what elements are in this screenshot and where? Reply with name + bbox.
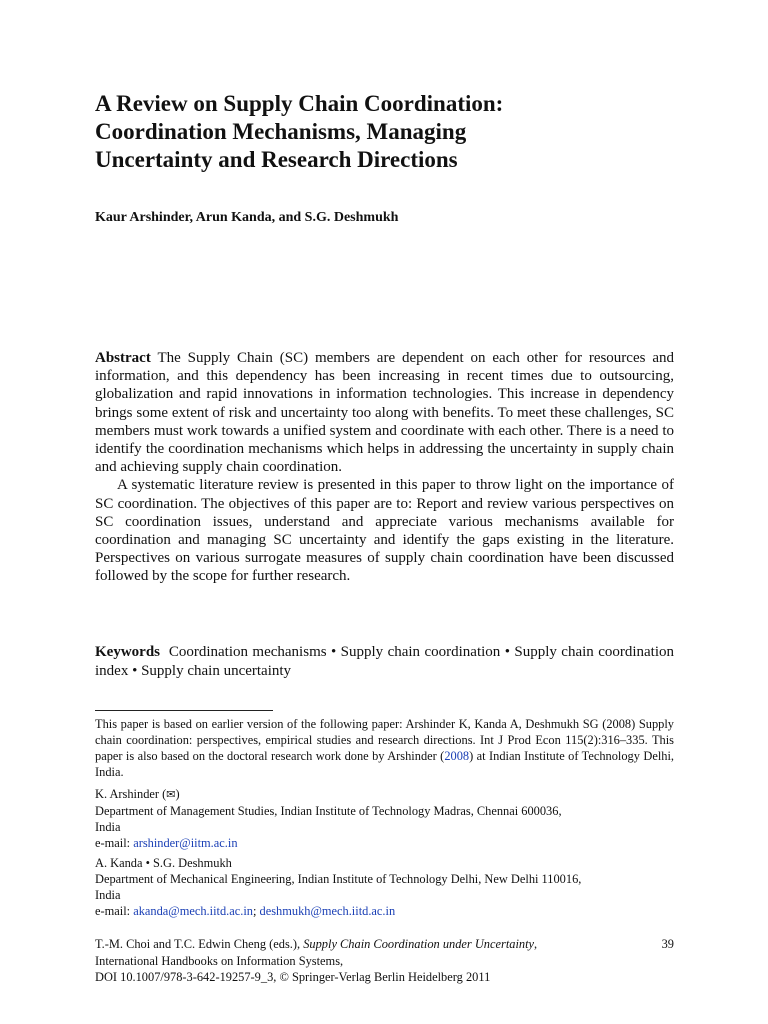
affiliation-2 (95, 855, 674, 919)
abstract-text-1: The Supply Chain (SC) members are dependent on each other for resources and information, and this dependency has been increasing in recent times due to outsourcing, globalization and rapid innovations in information technologies. This increase in dependency brings some extent of risk and uncertainty too along with benefits. To meet these challenges, SC members must work towards a unified system and coordinate with each other. There is a need to identify the coordination mechanisms which helps in addressing the uncertainty in supply chain and achieving supply chain coordination. (95, 350, 674, 476)
citation-line-1 (95, 936, 674, 953)
affiliation-1-name-text: K. Arshinder ( (95, 787, 167, 801)
citation-book-title: Supply Chain Coordination under Uncertainty (303, 937, 535, 951)
keywords (95, 643, 674, 681)
affiliation-1 (95, 786, 674, 851)
affiliation-1-name-close: ) (175, 787, 180, 801)
email-link-deshmukh[interactable]: deshmukh@mech.iitd.ac.in (259, 904, 396, 918)
author-list: Kaur Arshinder, Arun Kanda, and S.G. Deshmukh (95, 210, 399, 225)
citation-editors: T.-M. Choi and T.C. Edwin Cheng (eds.), (95, 937, 304, 951)
envelope-icon: ✉ (166, 788, 176, 801)
abstract-paragraph-1 (95, 349, 674, 476)
email-link-arshinder[interactable]: arshinder@iitm.ac.in (133, 836, 238, 850)
title-line-3: Uncertainty and Research Directions (95, 147, 458, 172)
paper-title (95, 90, 674, 174)
footnote-note-end: ) at Indian Institute of Technology Delhi, India. (95, 749, 674, 779)
affiliation-1-email-line (95, 835, 674, 851)
footnote-rule (95, 710, 273, 711)
affiliation-1-dept: Department of Management Studies, Indian Institute of Technology Madras, Chennai 600036, (95, 804, 562, 818)
footnote-note (95, 716, 674, 780)
affiliation-1-country: India (95, 820, 121, 834)
affiliation-2-dept: Department of Mechanical Engineering, Indian Institute of Technology Delhi, New Delhi 110016, (95, 872, 582, 886)
citation-doi: DOI 10.1007/978-3-642-19257-9_3, © Springer-Verlag Berlin Heidelberg 2011 (95, 970, 491, 984)
affiliation-2-names: A. Kanda • S.G. Deshmukh (95, 856, 232, 870)
email-link-akanda[interactable]: akanda@mech.iitd.ac.in (133, 904, 253, 918)
abstract-label: Abstract (95, 350, 151, 366)
affiliation-1-name (95, 786, 674, 803)
email-label: e-mail: (95, 904, 134, 918)
affiliation-2-email-line (95, 903, 674, 919)
page-number: 39 (661, 937, 674, 951)
footnote-note-text: This paper is based on earlier version of the following paper: Arshinder K, Kanda A, Deshmukh SG (2008) Supply chain coordination: perspectives, empirical studies and research directions. Int J Prod Econ 115(2):316–335. This paper is also based on the doctoral research work done by Arshinder ( (95, 717, 674, 763)
citation-series: International Handbooks on Information Systems, (95, 953, 344, 968)
title-line-2: Coordination Mechanisms, Managing (95, 119, 467, 144)
email-separator: ; (252, 904, 260, 918)
abstract (95, 349, 674, 586)
email-label: e-mail: (95, 836, 134, 850)
citation-comma: , (534, 937, 538, 951)
title-line-1: A Review on Supply Chain Coordination: (95, 91, 504, 116)
affiliation-2-country: India (95, 888, 121, 902)
keywords-label: Keywords (95, 644, 160, 660)
reference-link-2008[interactable]: 2008 (444, 749, 470, 763)
abstract-paragraph-2: A systematic literature review is presented in this paper to throw light on the importance of SC coordination. The objectives of this paper are to: Report and review various perspectives on SC coordination issues, understand and appreciate various mechanisms available for coordination and managing SC uncertainty and identify the gaps existing in the literature. Perspectives on various surrogate measures of supply chain coordination have been discussed followed by the scope for further research. (95, 477, 674, 585)
keywords-text: Coordination mechanisms • Supply chain coordination • Supply chain coordination index • Supply chain uncertainty (95, 644, 675, 679)
book-citation (95, 936, 674, 986)
